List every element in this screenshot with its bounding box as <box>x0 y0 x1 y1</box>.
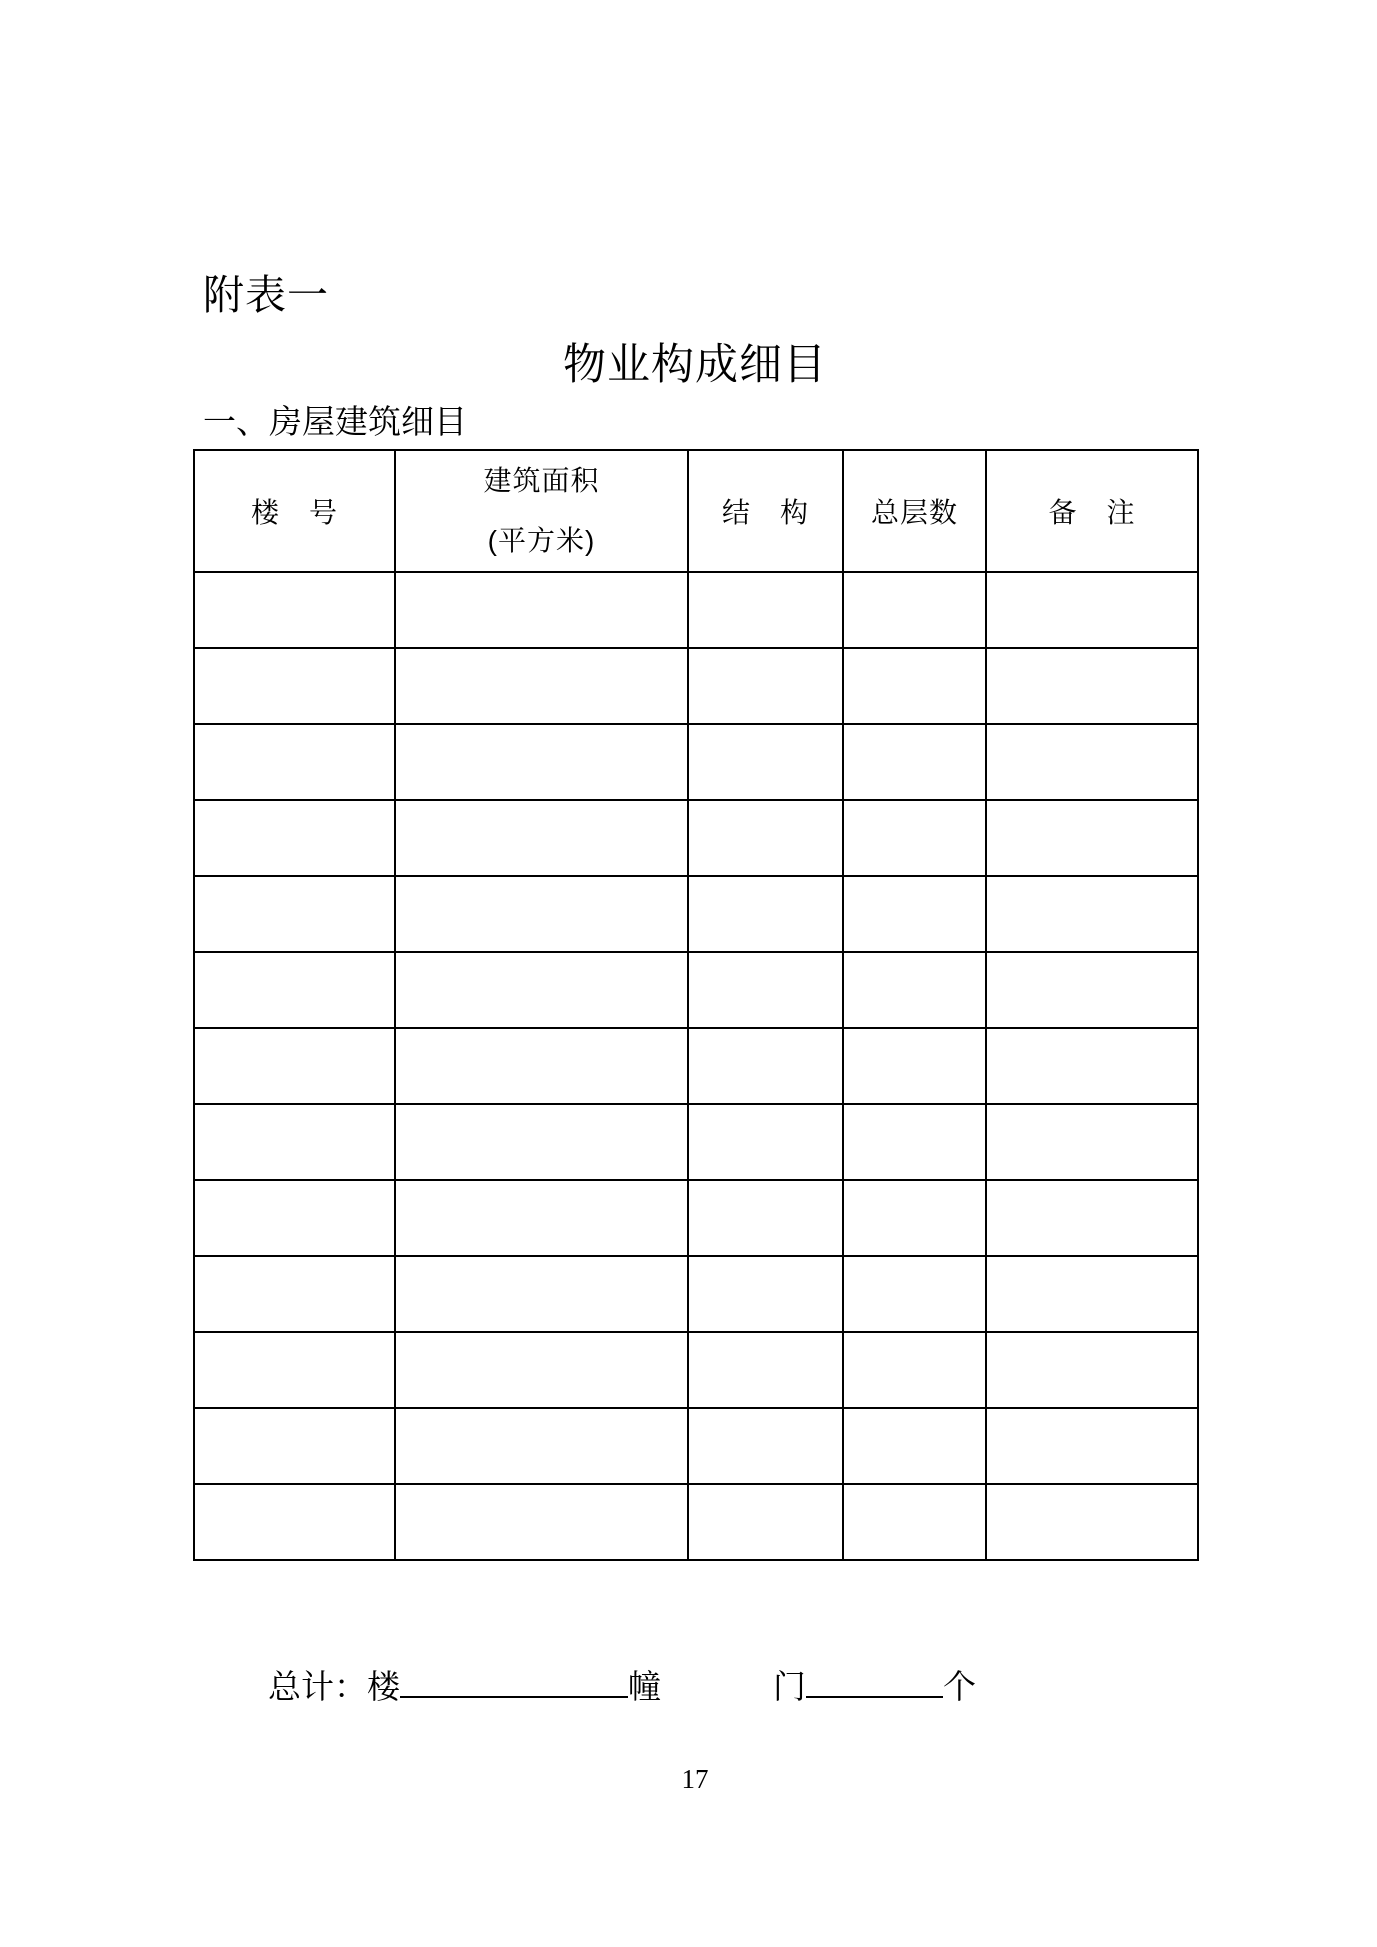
cell-floor-area <box>395 1256 688 1332</box>
cell-total-floors <box>843 1484 986 1560</box>
cell-total-floors <box>843 1332 986 1408</box>
cell-total-floors <box>843 1104 986 1180</box>
page-title: 物业构成细目 <box>563 341 827 389</box>
col-header-remarks: 备 注 <box>986 450 1198 572</box>
cell-total-floors <box>843 648 986 724</box>
totals-door-unit: 个 <box>943 1668 976 1705</box>
cell-structure <box>688 1028 843 1104</box>
cell-remarks <box>986 572 1198 648</box>
cell-floor-area <box>395 1332 688 1408</box>
cell-remarks <box>986 952 1198 1028</box>
door-count-blank <box>806 1666 943 1698</box>
cell-total-floors <box>843 1256 986 1332</box>
cell-building-no <box>194 1408 395 1484</box>
cell-structure <box>688 1484 843 1560</box>
empty-table-row <box>194 876 1198 952</box>
table-body <box>194 572 1198 1560</box>
cell-remarks <box>986 1332 1198 1408</box>
empty-table-row <box>194 1484 1198 1560</box>
cell-total-floors <box>843 876 986 952</box>
cell-remarks <box>986 1256 1198 1332</box>
cell-building-no <box>194 1180 395 1256</box>
cell-floor-area <box>395 1028 688 1104</box>
cell-building-no <box>194 876 395 952</box>
cell-remarks <box>986 1028 1198 1104</box>
empty-table-row <box>194 648 1198 724</box>
empty-table-row <box>194 1104 1198 1180</box>
cell-floor-area <box>395 1104 688 1180</box>
empty-table-row <box>194 1256 1198 1332</box>
cell-remarks <box>986 1104 1198 1180</box>
col-header-total-floors: 总层数 <box>843 450 986 572</box>
cell-building-no <box>194 952 395 1028</box>
cell-remarks <box>986 1180 1198 1256</box>
cell-floor-area <box>395 572 688 648</box>
cell-structure <box>688 724 843 800</box>
empty-table-row <box>194 1332 1198 1408</box>
cell-structure <box>688 1332 843 1408</box>
cell-floor-area <box>395 1180 688 1256</box>
totals-building-label: 楼 <box>367 1668 400 1705</box>
cell-total-floors <box>843 572 986 648</box>
cell-building-no <box>194 1256 395 1332</box>
cell-structure <box>688 1408 843 1484</box>
cell-remarks <box>986 876 1198 952</box>
col-header-building-no: 楼 号 <box>194 450 395 572</box>
col-header-floor-area-line2: (平方米) <box>487 525 596 556</box>
empty-table-row <box>194 1408 1198 1484</box>
building-count-blank <box>400 1666 628 1698</box>
totals-door-label: 门 <box>773 1668 806 1705</box>
cell-structure <box>688 952 843 1028</box>
cell-floor-area <box>395 724 688 800</box>
cell-total-floors <box>843 952 986 1028</box>
empty-table-row <box>194 952 1198 1028</box>
cell-building-no <box>194 1028 395 1104</box>
cell-remarks <box>986 724 1198 800</box>
cell-remarks <box>986 1408 1198 1484</box>
table-header <box>194 450 1198 572</box>
cell-remarks <box>986 800 1198 876</box>
cell-building-no <box>194 1104 395 1180</box>
cell-floor-area <box>395 648 688 724</box>
empty-table-row <box>194 1180 1198 1256</box>
cell-floor-area <box>395 876 688 952</box>
building-details-table <box>193 449 1199 1561</box>
totals-prefix: 总计： <box>268 1668 367 1705</box>
page-number: 17 <box>681 1764 709 1794</box>
col-header-structure: 结 构 <box>688 450 843 572</box>
cell-total-floors <box>843 1180 986 1256</box>
cell-floor-area <box>395 1408 688 1484</box>
cell-structure <box>688 876 843 952</box>
cell-total-floors <box>843 1408 986 1484</box>
cell-floor-area <box>395 800 688 876</box>
cell-structure <box>688 572 843 648</box>
section-heading: 一、房屋建筑细目 <box>203 403 467 440</box>
cell-remarks <box>986 1484 1198 1560</box>
appendix-label: 附表一 <box>203 272 329 318</box>
cell-floor-area <box>395 952 688 1028</box>
cell-structure <box>688 1256 843 1332</box>
cell-structure <box>688 800 843 876</box>
cell-structure <box>688 648 843 724</box>
cell-total-floors <box>843 1028 986 1104</box>
empty-table-row <box>194 800 1198 876</box>
table-header-row <box>194 450 1198 572</box>
cell-remarks <box>986 648 1198 724</box>
col-header-floor-area <box>395 450 688 572</box>
cell-building-no <box>194 648 395 724</box>
cell-building-no <box>194 572 395 648</box>
cell-structure <box>688 1104 843 1180</box>
cell-building-no <box>194 800 395 876</box>
cell-building-no <box>194 1484 395 1560</box>
cell-floor-area <box>395 1484 688 1560</box>
empty-table-row <box>194 572 1198 648</box>
empty-table-row <box>194 724 1198 800</box>
cell-building-no <box>194 1332 395 1408</box>
cell-structure <box>688 1180 843 1256</box>
cell-total-floors <box>843 724 986 800</box>
totals-building-unit: 幢 <box>628 1668 661 1705</box>
empty-table-row <box>194 1028 1198 1104</box>
col-header-floor-area-line1: 建筑面积 <box>483 465 600 496</box>
cell-building-no <box>194 724 395 800</box>
cell-total-floors <box>843 800 986 876</box>
totals-line <box>268 1666 976 1708</box>
